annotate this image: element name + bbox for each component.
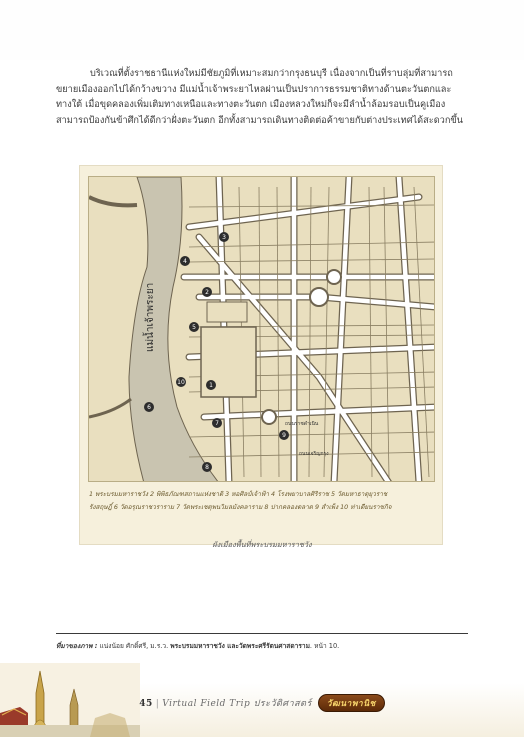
sanam-luang <box>207 302 247 322</box>
marker-7 <box>212 418 222 428</box>
roundabout <box>310 288 328 306</box>
svg-text:8: 8 <box>205 464 209 471</box>
river-label: แม่น้ำเจ้าพระยา <box>145 282 156 352</box>
paragraph-line: ขยายเมืองออกไปได้กว้างขวาง มีแม่น้ำเจ้าพระยาไหลผ่านเป็นปราการธรรมชาติทางด้านตะวันตกและ <box>56 83 452 95</box>
svg-text:5: 5 <box>192 324 196 331</box>
marker-4 <box>180 256 190 266</box>
page-top-margin <box>0 0 524 60</box>
svg-text:7: 7 <box>215 420 219 427</box>
svg-text:1: 1 <box>209 382 213 389</box>
source-page: . หน้า 10. <box>309 642 340 650</box>
marker-9 <box>279 430 289 440</box>
road-label: ถนนเจริญกรุง <box>299 451 329 457</box>
publisher-logo: วัฒนาพานิช <box>318 694 385 712</box>
marker-8 <box>202 462 212 472</box>
paragraph-line: ทางใต้ เมื่อขุดคลองเพิ่มเติมทางเหนือและทางตะวันตก เมืองหลวงใหม่ก็จะมีลำน้ำล้อมรอบเป็นคูเมือง <box>56 99 446 111</box>
svg-text:6: 6 <box>147 404 151 411</box>
city-map-drawing <box>89 177 435 482</box>
footnote-divider <box>56 633 468 634</box>
svg-text:2: 2 <box>205 289 209 296</box>
series-title: Virtual Field Trip ประวัติศาสตร์ <box>162 699 312 709</box>
road-label: ถนนราชดำเนิน <box>285 421 319 427</box>
marker-2 <box>202 287 212 297</box>
svg-text:4: 4 <box>183 258 187 265</box>
paragraph-line: บริเวณที่ตั้งราชธานีแห่งใหม่มีชัยภูมิที่เหมาะสมกว่ากรุงธนบุรี เนื่องจากเป็นที่ราบลุ่มที่สามารถ <box>90 68 453 79</box>
legend-line: รังสฤษฎิ์ 6 วัดอรุณราชวราราม 7 วัดพระเชตุพนวิมลมังคลาราม 8 ปากคลองตลาด 9 สำเพ็ง 10 ท่าเตียนราชกิจ <box>89 503 392 511</box>
svg-text:10: 10 <box>177 379 185 386</box>
svg-text:3: 3 <box>222 234 226 241</box>
intro-paragraph <box>56 66 468 128</box>
roundabout <box>262 410 276 424</box>
marker-5 <box>189 322 199 332</box>
map-legend <box>89 488 435 514</box>
page-number: 45 <box>139 699 153 709</box>
marker-10 <box>176 377 186 387</box>
marker-6 <box>144 402 154 412</box>
source-author: แน่งน้อย ศักดิ์ศรี, ม.ร.ว. <box>97 642 171 650</box>
legend-line: 1 พระบรมมหาราชวัง 2 พิพิธภัณฑสถานแห่งชาติ 3 หอศิลป์เจ้าฟ้า 4 โรงพยาบาลศิริราช 5 วัดมหาธาตุยุวราช <box>89 490 388 498</box>
footer-separator: | <box>155 699 160 709</box>
roundabout <box>327 270 341 284</box>
map-figure <box>79 165 443 545</box>
figure-caption: ผังเมืองพื้นที่พระบรมมหาราชวัง <box>212 540 312 549</box>
source-label: ที่มาของภาพ : <box>56 642 98 650</box>
marker-1 <box>206 380 216 390</box>
page-footer <box>0 694 524 712</box>
svg-text:9: 9 <box>282 432 286 439</box>
image-source <box>56 640 476 651</box>
city-map <box>88 176 435 482</box>
source-title: พระบรมมหาราชวัง และวัดพระศรีรัตนศาสดาราม <box>170 642 310 650</box>
marker-3 <box>219 232 229 242</box>
paragraph-line: สามารถป้องกันข้าศึกได้ดีกว่าฝั่งตะวันตก อีกทั้งสามารถเดินทางติดต่อค้าขายกับต่างประเทศได้สะดวกขึ้น <box>56 114 463 126</box>
